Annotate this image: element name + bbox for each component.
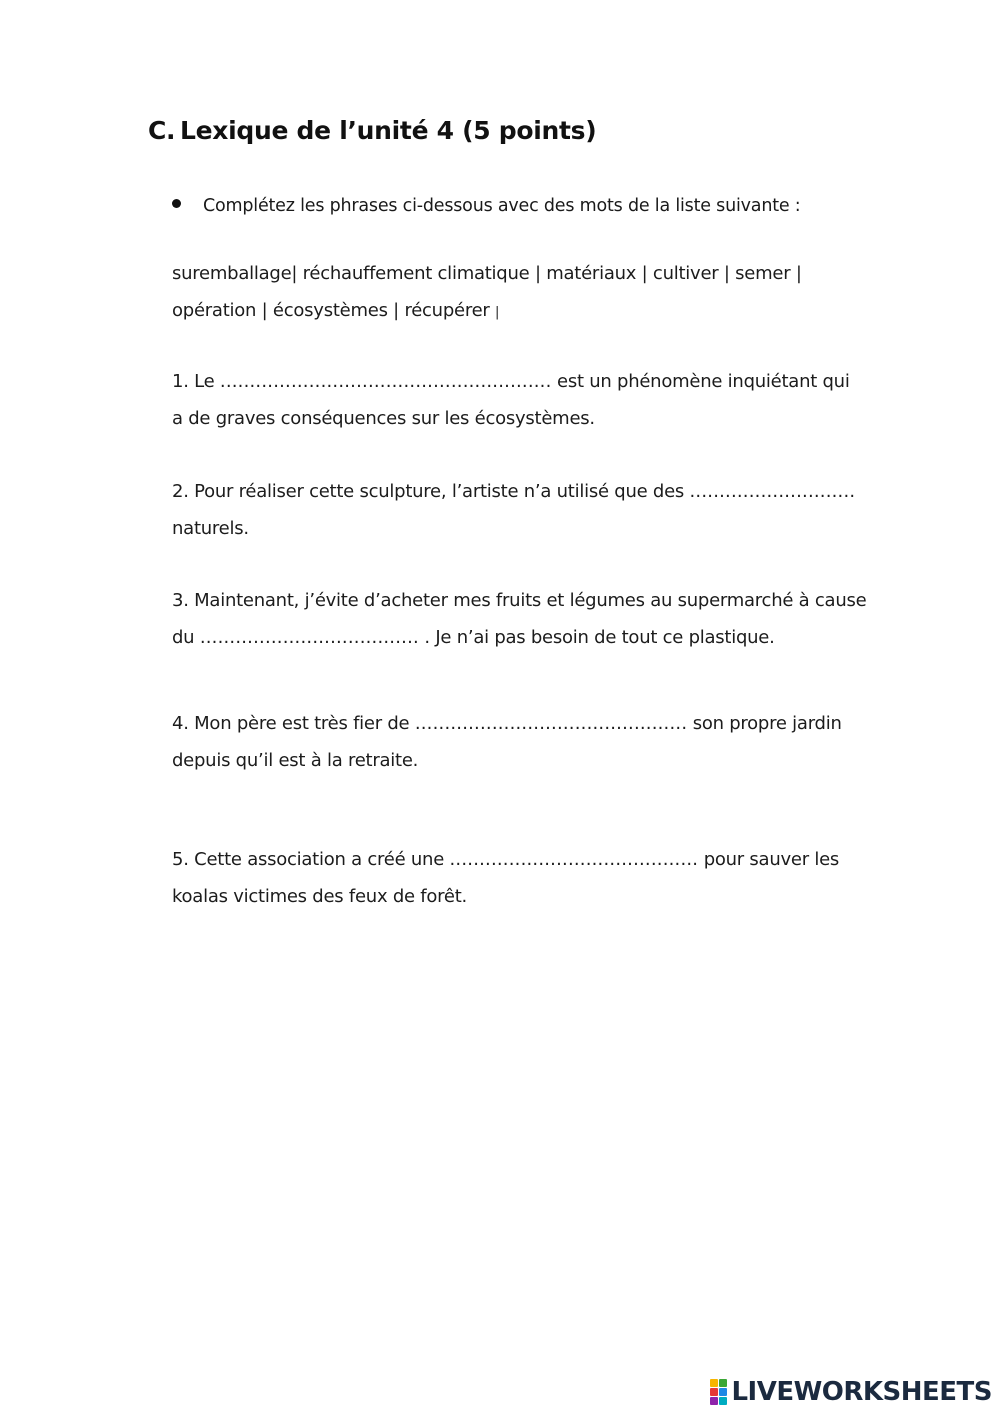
logo-square (719, 1379, 727, 1387)
logo-square (710, 1379, 718, 1387)
question-2-line-2: naturels. (172, 518, 249, 539)
logo-square (710, 1388, 718, 1396)
logo-square (710, 1397, 718, 1405)
question-5-text-after: pour sauver les (698, 849, 840, 870)
liveworksheets-logo-icon (710, 1379, 727, 1405)
question-1-line-2: a de graves conséquences sur les écosystèmes. (172, 408, 595, 429)
question-5 (172, 841, 892, 915)
answer-blank-5[interactable]: .......................................... (449, 849, 699, 870)
word-list-line-2-text: opération | écosystèmes | récupérer (172, 300, 490, 321)
logo-square (719, 1388, 727, 1396)
question-4 (172, 705, 892, 779)
logo-square (719, 1397, 727, 1405)
question-4-line-2: depuis qu’il est à la retraite. (172, 750, 419, 771)
answer-blank-1[interactable]: ........................................................ (219, 371, 552, 392)
question-5-line-2: koalas victimes des feux de forêt. (172, 886, 467, 907)
instruction (172, 196, 801, 216)
word-list-trailing-separator: | (495, 305, 500, 320)
question-2-text-before: 2. Pour réaliser cette sculpture, l’artiste n’a utilisé que des (172, 481, 690, 502)
question-4-line-1 (172, 705, 892, 742)
answer-blank-2[interactable]: ............................ (689, 481, 856, 502)
logo-text: LIVEWORKSHEETS (731, 1377, 992, 1407)
question-3-text-after: . Je n’ai pas besoin de tout ce plastique. (418, 627, 775, 648)
question-5-text-before: 5. Cette association a créé une (172, 849, 450, 870)
question-3 (172, 582, 892, 656)
answer-blank-3[interactable]: ..................................... (199, 627, 419, 648)
page-title (148, 116, 596, 145)
word-list-line-1: suremballage| réchauffement climatique | matériaux | cultiver | semer | (172, 263, 802, 284)
question-3-line-2 (172, 619, 892, 656)
question-1 (172, 363, 892, 437)
question-2 (172, 473, 892, 547)
bullet-icon (172, 199, 181, 208)
instruction-text: Complétez les phrases ci-dessous avec des mots de la liste suivante : (203, 196, 801, 216)
word-list-line-2 (172, 292, 892, 331)
question-4-text-before: 4. Mon père est très fier de (172, 713, 415, 734)
question-4-text-after: son propre jardin (687, 713, 842, 734)
liveworksheets-logo[interactable] (710, 1377, 992, 1407)
word-list (172, 255, 892, 331)
question-1-text-before: 1. Le (172, 371, 220, 392)
question-2-line-1 (172, 473, 892, 510)
answer-blank-4[interactable]: .............................................. (414, 713, 688, 734)
section-title: Lexique de l’unité 4 (5 points) (180, 116, 597, 145)
section-letter: C. (148, 116, 176, 145)
question-1-text-after: est un phénomène inquiétant qui (551, 371, 850, 392)
question-3-line-1: 3. Maintenant, j’évite d’acheter mes fruits et légumes au supermarché à cause (172, 590, 867, 611)
question-3-text-before: du (172, 627, 200, 648)
question-1-line-1 (172, 363, 892, 400)
question-5-line-1 (172, 841, 892, 878)
